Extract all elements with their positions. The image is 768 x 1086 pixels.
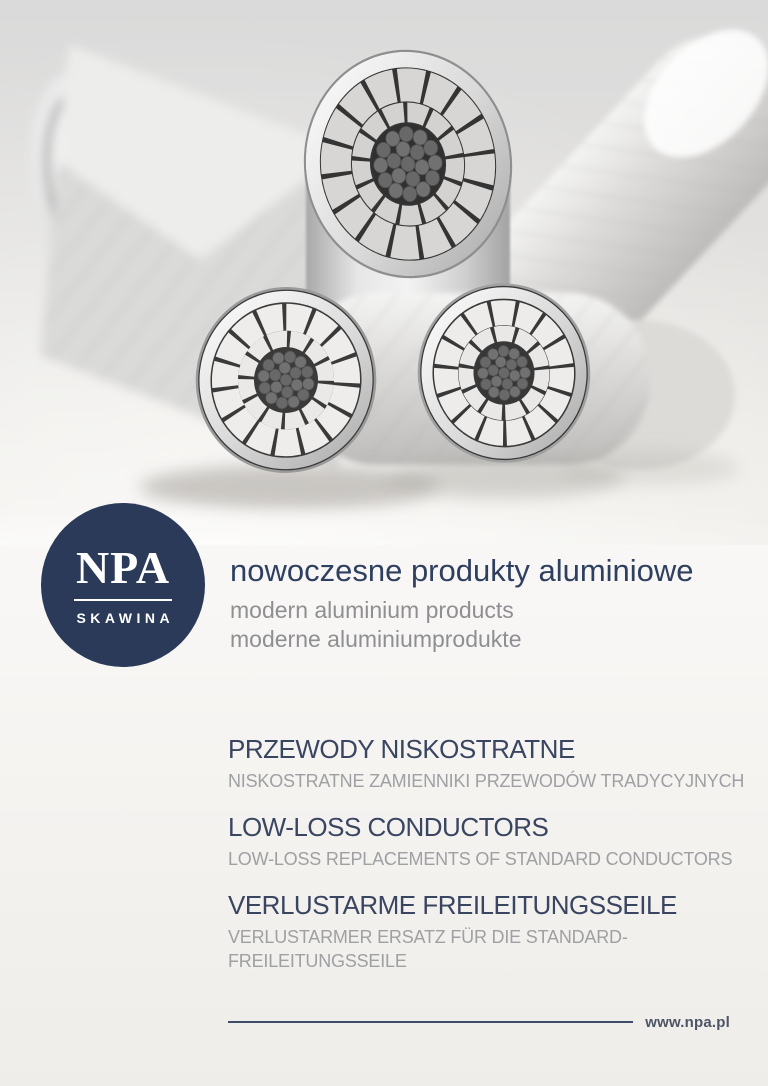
tagline-secondary: modern aluminium products bbox=[230, 597, 514, 623]
footer-rule bbox=[228, 1021, 633, 1023]
tagline-block bbox=[230, 551, 694, 654]
section-headings bbox=[228, 734, 753, 992]
brand-subname: SKAWINA bbox=[76, 609, 175, 626]
section-english bbox=[228, 812, 753, 871]
section-title: PRZEWODY NISKOSTRATNE bbox=[228, 734, 575, 764]
brand-logo bbox=[41, 503, 205, 667]
section-german bbox=[228, 890, 753, 973]
section-subtitle: NISKOSTRATNE ZAMIENNIKI PRZEWODÓW TRADYCYJNYCH bbox=[228, 771, 745, 791]
tagline-tertiary: moderne aluminiumprodukte bbox=[230, 626, 522, 652]
section-title: LOW-LOSS CONDUCTORS bbox=[228, 812, 549, 842]
section-polish bbox=[228, 734, 753, 793]
section-title: VERLUSTARME FREILEITUNGSSEILE bbox=[228, 890, 677, 920]
footer bbox=[228, 1012, 730, 1032]
website-link[interactable]: www.npa.pl bbox=[645, 1013, 730, 1031]
tagline-primary: nowoczesne produkty aluminiowe bbox=[230, 553, 694, 588]
logo-divider bbox=[74, 599, 172, 601]
section-subtitle: VERLUSTARMER ERSATZ FÜR DIE STANDARD-FREILEITUNGSSEILE bbox=[228, 927, 628, 971]
brand-name: NPA bbox=[75, 541, 171, 593]
section-subtitle: LOW-LOSS REPLACEMENTS OF STANDARD CONDUCTORS bbox=[228, 849, 733, 869]
